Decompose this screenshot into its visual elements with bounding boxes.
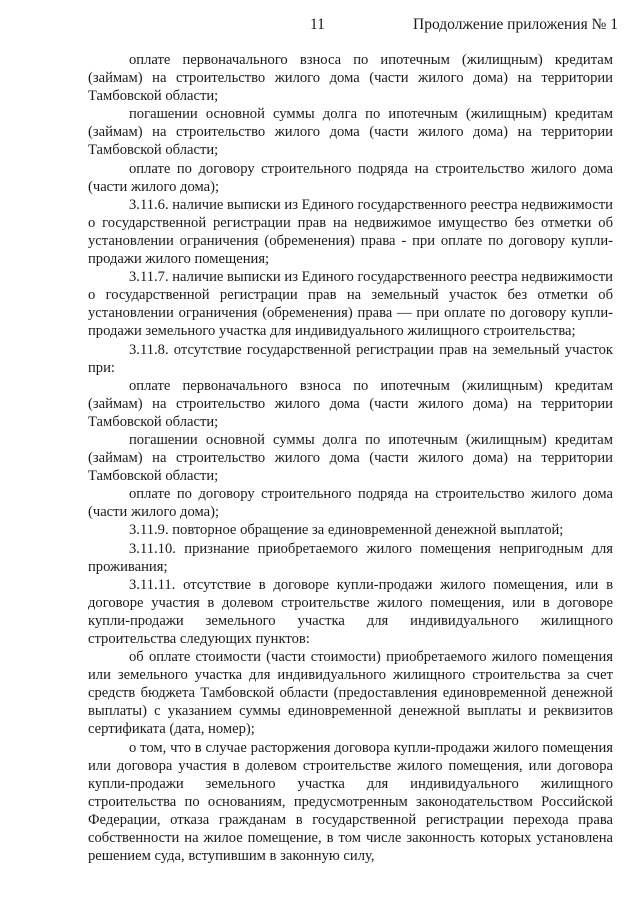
document-body (88, 51, 613, 865)
paragraph: о том, что в случае расторжения договора купли-продажи жилого помещения или договора участия в долевом строительстве жилого помещения, или договора купли-продажи земельного участка для индивидуального жилищного строительства по основаниям, предусмотренным законодательством Российской Федерации, отказа гражданам в государственной регистрации перехода права собственности на жилое помещение, в том числе законность которых установлена решением суда, вступившим в законную силу, (88, 739, 613, 865)
paragraph: оплате первоначального взноса по ипотечным (жилищным) кредитам (займам) на строительство жилого дома (части жилого дома) на территории Тамбовской области; (88, 377, 613, 430)
paragraph: погашении основной суммы долга по ипотечным (жилищным) кредитам (займам) на строительство жилого дома (части жилого дома) на территории Тамбовской области; (88, 431, 613, 485)
page-number: 11 (310, 16, 325, 33)
paragraph: 3.11.10. признание приобретаемого жилого помещения непригодным для проживания; (88, 540, 613, 575)
paragraph: 3.11.6. наличие выписки из Единого государственного реестра недвижимости о государственной регистрации прав на недвижимое имущество без отметки об установлении ограничения (обременения) права - при оплате по договору купли-продажи жилого помещения; (88, 196, 613, 268)
paragraph: оплате первоначального взноса по ипотечным (жилищным) кредитам (займам) на строительство жилого дома (части жилого дома) на территории Тамбовской области; (88, 52, 613, 105)
paragraph: 3.11.11. отсутствие в договоре купли-продажи жилого помещения, или в договоре участия в долевом строительстве жилого помещения, или в договоре купли-продажи земельного участка для индивидуального жилищного строительства следующих пунктов: (88, 576, 613, 647)
paragraph: оплате по договору строительного подряда на строительство жилого дома (части жилого дома); (88, 160, 613, 195)
paragraph: оплате по договору строительного подряда на строительство жилого дома (части жилого дома); (88, 486, 613, 521)
paragraph: об оплате стоимости (части стоимости) приобретаемого жилого помещения или земельного участка для индивидуального жилищного строительства за счет средств бюджета Тамбовской области (предоставления единовременной денежной выплаты) с указанием суммы единовременной денежной выплаты и реквизитов сертификата (дата, номер); (88, 649, 613, 738)
appendix-label: Продолжение приложения № 1 (413, 16, 618, 33)
paragraph: 3.11.7. наличие выписки из Единого государственного реестра недвижимости о государственной регистрации прав на земельный участок без отметки об установлении ограничения (обременения) права — при оплате по договору купли-продажи земельного участка для индивидуального жилищного строительства; (88, 269, 613, 340)
paragraph: 3.11.9. повторное обращение за единовременной денежной выплатой; (129, 522, 564, 539)
paragraph: погашении основной суммы долга по ипотечным (жилищным) кредитам (займам) на строительство жилого дома (части жилого дома) на территории Тамбовской области; (88, 106, 613, 159)
paragraph: 3.11.8. отсутствие государственной регистрации прав на земельный участок при: (88, 341, 613, 376)
